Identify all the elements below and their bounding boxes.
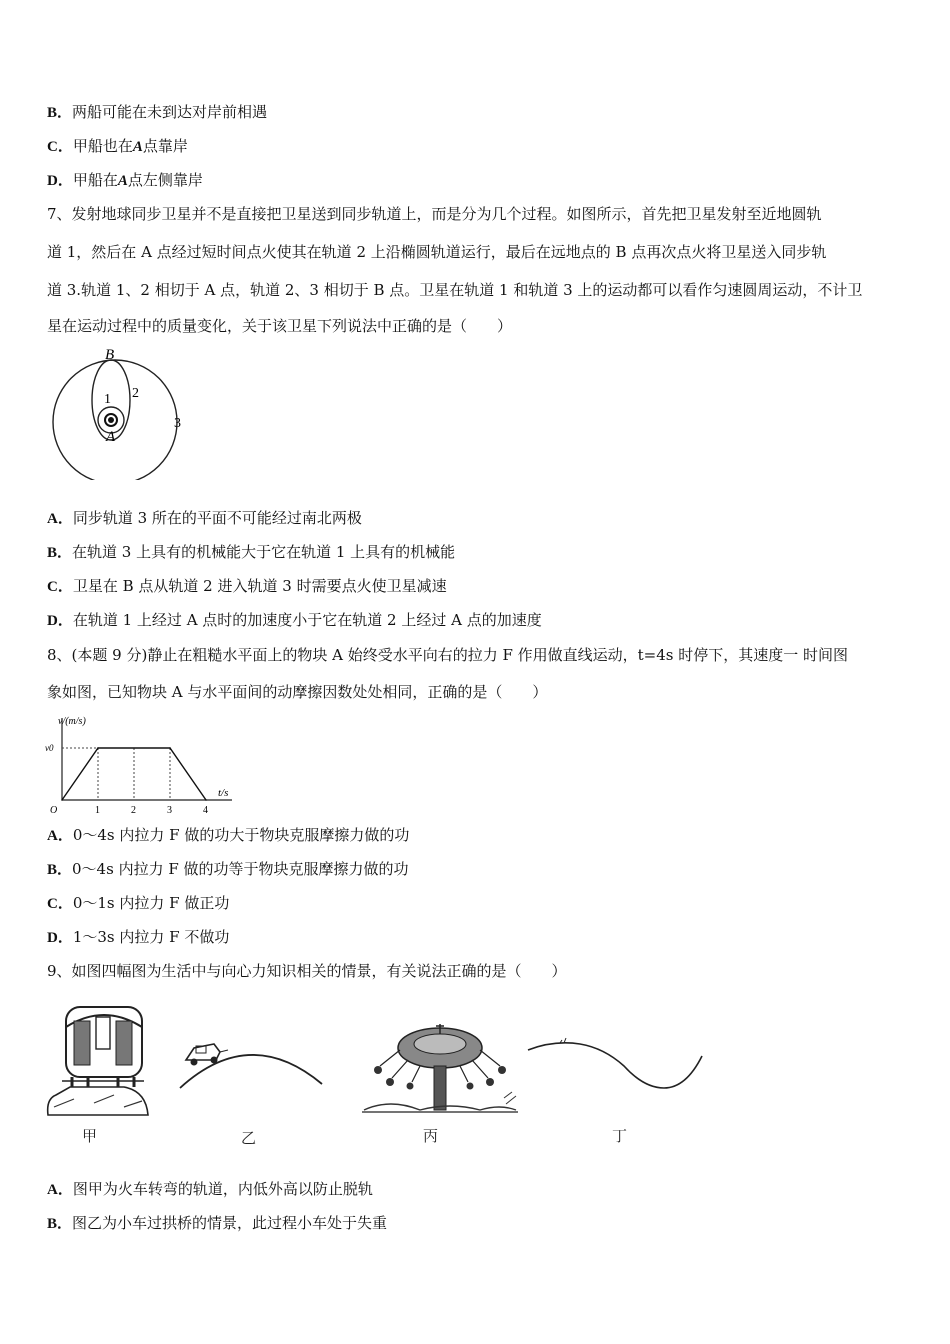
- label-3: 3: [174, 416, 181, 431]
- label-b: B: [105, 347, 115, 363]
- data-point-2: [169, 747, 171, 749]
- label-1: 1: [104, 392, 111, 407]
- q7-option-c: C．卫星在 B 点从轨道 2 进入轨道 3 时需要点火使卫星减速: [47, 577, 447, 595]
- q7-stem-line-3: 道 3.轨道 1、2 相切于 A 点，轨道 2、3 相切于 B 点。卫星在轨道 1 和轨道 3 上的运动都可以看作匀速圆周运动，不计卫: [47, 281, 863, 299]
- car-bridge-illustration: [176, 1030, 326, 1090]
- y-tick-v0: v0: [45, 743, 54, 753]
- carousel-illustration: [360, 1020, 520, 1120]
- x-tick-4: 4: [203, 805, 208, 816]
- q8-option-a: A．0～4s 内拉力 F 做的功大于物块克服摩擦力做的功: [47, 826, 410, 844]
- q9-option-b: B．图乙为小车过拱桥的情景，此过程小车处于失重: [47, 1214, 388, 1232]
- x-tick-3: 3: [167, 805, 172, 816]
- q6-option-c: C．甲船也在A点靠岸: [47, 137, 188, 155]
- q9-stem: 9、如图四幅图为生活中与向心力知识相关的情景，有关说法正确的是（ ）: [47, 962, 567, 980]
- y-axis-label: v/(m/s): [58, 716, 86, 727]
- q8-option-d: D．1～3s 内拉力 F 不做功: [47, 928, 230, 946]
- q7-stem-line-4: 星在运动过程中的质量变化，关于该卫星下列说法中正确的是（ ）: [47, 317, 513, 335]
- x-tick-1: 1: [95, 805, 100, 816]
- train-illustration: [44, 995, 154, 1120]
- q7-stem-line-2: 道 1，然后在 A 点经过短时间点火使其在轨道 2 上沿椭圆轨道运行，最后在远地点的 B 点再次点火将卫星送入同步轨: [47, 243, 827, 261]
- orbit-figure: [48, 345, 198, 480]
- data-point-3: [205, 799, 207, 801]
- data-point-0: [61, 799, 63, 801]
- q7-option-d: D．在轨道 1 上经过 A 点时的加速度小于它在轨道 2 上经过 A 点的加速度: [47, 611, 542, 629]
- x-tick-O: O: [50, 805, 58, 816]
- q8-stem-line-1: 8、(本题 9 分)静止在粗糙水平面上的物块 A 始终受水平向右的拉力 F 作用做直线运动，t=4s 时停下，其速度一 时间图: [47, 646, 849, 664]
- x-tick-2: 2: [131, 805, 136, 816]
- q9-option-a: A．图甲为火车转弯的轨道，内低外高以防止脱轨: [47, 1180, 373, 1198]
- label-2: 2: [132, 386, 139, 401]
- q8-option-c: C．0～1s 内拉力 F 做正功: [47, 894, 230, 912]
- x-axis-label: t/s: [218, 787, 229, 799]
- q8-option-b: B．0～4s 内拉力 F 做的功等于物块克服摩擦力做的功: [47, 860, 409, 878]
- orbit-2: [92, 360, 130, 440]
- q6-option-d: D．甲船在A点左侧靠岸: [47, 171, 203, 189]
- caption-bing: 丙: [423, 1127, 439, 1145]
- q6-option-b: B．两船可能在未到达对岸前相遇: [47, 103, 268, 121]
- q7-option-a: A．同步轨道 3 所在的平面不可能经过南北两极: [47, 509, 362, 527]
- caption-ding: 丁: [612, 1127, 628, 1145]
- q8-stem-line-2: 象如图，已知物块 A 与水平面间的动摩擦因数处处相同，正确的是（ ）: [47, 683, 548, 701]
- caption-yi: 乙: [241, 1129, 257, 1147]
- vt-chart: [44, 712, 244, 816]
- q7-stem-line-1: 7、发射地球同步卫星并不是直接把卫星送到同步轨道上，而是分为几个过程。如图所示，首先把卫星发射至近地圆轨: [47, 205, 822, 223]
- caption-jia: 甲: [82, 1127, 98, 1145]
- q7-option-b: B．在轨道 3 上具有的机械能大于它在轨道 1 上具有的机械能: [47, 543, 456, 561]
- data-point-1: [97, 747, 99, 749]
- label-a: A: [106, 429, 116, 445]
- wavy-track-illustration: [524, 1030, 706, 1095]
